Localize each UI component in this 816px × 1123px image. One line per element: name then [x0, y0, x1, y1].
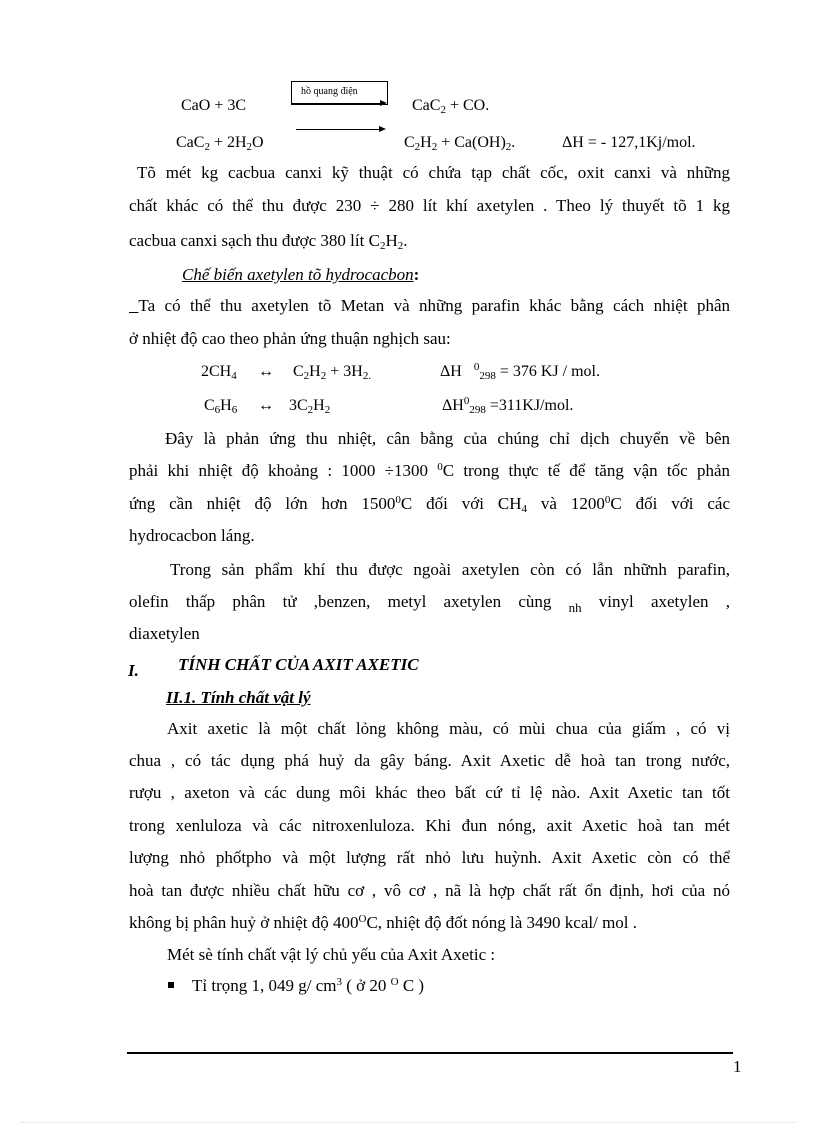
eq2-right: $C_2H_2 + Ca(OH)_2$. — [404, 134, 516, 153]
eq1-right: CaC$_2$ + CO. — [412, 97, 490, 116]
reaction-condition-label: hồ quang điện — [301, 86, 358, 97]
para6-line1: Mét sè tính chất vật lý chủ yếu của Axit Axetic : — [167, 945, 496, 964]
reaction1-arrow-icon: ↔ — [258, 363, 274, 380]
reaction2-left: $C_6H_6$ — [204, 397, 238, 416]
para5-line6: hoà tan được nhiều chất hữu cơ , vô cơ , nã là hợp chất rất ổn định, hơi của nó — [129, 881, 730, 900]
eq1-arrow-icon — [380, 100, 387, 106]
eq2-arrow-line — [296, 129, 379, 130]
para3-line2: phải khi nhiệt độ khoảng : 1000 ÷1300 $^0$C trong thực tế để tăng vận tốc phản — [129, 461, 730, 480]
subsection-heading: II.1. Tính chất vật lý — [166, 688, 311, 707]
bullet-icon — [168, 982, 174, 988]
para4-line1: Trong sản phẩm khí thu được ngoài axetylen còn có lẫn nhữnh parafin, — [170, 560, 730, 579]
eq2-left: $CaC_2 + 2H_2O$ — [176, 134, 264, 153]
section-title: TÍNH CHẤT CỦA AXIT AXETIC — [178, 655, 419, 674]
para1-line3: cacbua canxi sạch thu được 380 lít $C_2H_2$. — [129, 231, 408, 252]
para5-line7: không bị phân huỷ ở nhiệt độ $400^OC$, nhiệt độ đốt nóng là 3490 kcal/ mol . — [129, 913, 638, 932]
reaction2-enthalpy: $\Delta H^0_{298} =311KJ/mol$. — [442, 395, 574, 416]
reaction1-left: $2CH_4$ — [201, 363, 237, 382]
reaction2-arrow-icon: ↔ — [258, 397, 274, 414]
subheading-acetylene-from-hydrocarbon: Chế biến axetylen tõ hydrocacbon: — [182, 265, 420, 284]
para5-line1: Axit axetic là một chất lỏng không màu, có mùi chua của giấm , có vị — [167, 719, 730, 738]
reaction1-enthalpy: ΔH $^0_{298}$ = 376 KJ / mol. — [440, 361, 600, 382]
para5-line5: lượng nhỏ phốtpho và một lượng rất nhỏ lưu huỳnh. Axit Axetic còn có thể — [129, 848, 730, 867]
para5-line2: chua , có tác dụng phá huỷ da gây báng. Axit Axetic dễ hoà tan trong nước, — [129, 751, 730, 770]
bullet-item-density: Tỉ trọng 1, 049 g/ $cm^3$ ( ở 20 $^O$ C ) — [192, 976, 425, 995]
para4-line3: diaxetylen — [129, 624, 200, 643]
section-number: I. — [128, 661, 139, 680]
page-number: 1 — [733, 1057, 742, 1076]
eq1-left: CaO + 3C — [181, 97, 247, 114]
para3-line4: hydrocacbon láng. — [129, 526, 255, 545]
para5-line3: rượu , axeton và các dung môi khác theo bất cứ tỉ lệ nào. Axit Axetic tan tốt — [129, 783, 730, 802]
para4-line2: olefin thấp phân tử ,benzen, metyl axetylen cùng $_{nh}$ vinyl axetylen , — [129, 592, 731, 615]
footer-rule — [127, 1052, 733, 1054]
reaction1-right: $C_2H_2 + 3H_{2.}$ — [293, 363, 372, 382]
para1-line2: chất khác có thể thu được 230 ÷ 280 lít khí axetylen . Theo lý thuyết tõ 1 kg — [129, 196, 730, 215]
para2-line2: ở nhiệt độ cao theo phản ứng thuận nghịch sau: — [129, 329, 451, 348]
eq2-enthalpy: ΔH = - 127,1Kj/mol. — [562, 134, 696, 151]
para3-line3: ứng cần nhiệt độ lớn hơn 1500$^0$C đối với $CH_4$ và 1200$^0$C đối với các — [129, 494, 731, 515]
eq1-arrow-line — [292, 103, 380, 104]
para5-line4: trong xenluloza và các nitroxenluloza. Khi đun nóng, axit Axetic hoà tan mét — [129, 816, 730, 835]
para3-line1: Đây là phản ứng thu nhiệt, cân bằng của chúng chỉ dịch chuyển về bên — [165, 429, 730, 448]
reaction2-right: $3C_2H_2$ — [289, 397, 331, 416]
para2-line1: Ta có thể thu axetylen tõ Metan và những parafin khác bằng cách nhiệt phân — [138, 296, 730, 315]
eq2-arrow-icon — [379, 126, 386, 132]
para1-line1: Tõ mét kg cacbua canxi kỹ thuật có chứa tạp chất cốc, oxit canxi và những — [137, 163, 730, 182]
